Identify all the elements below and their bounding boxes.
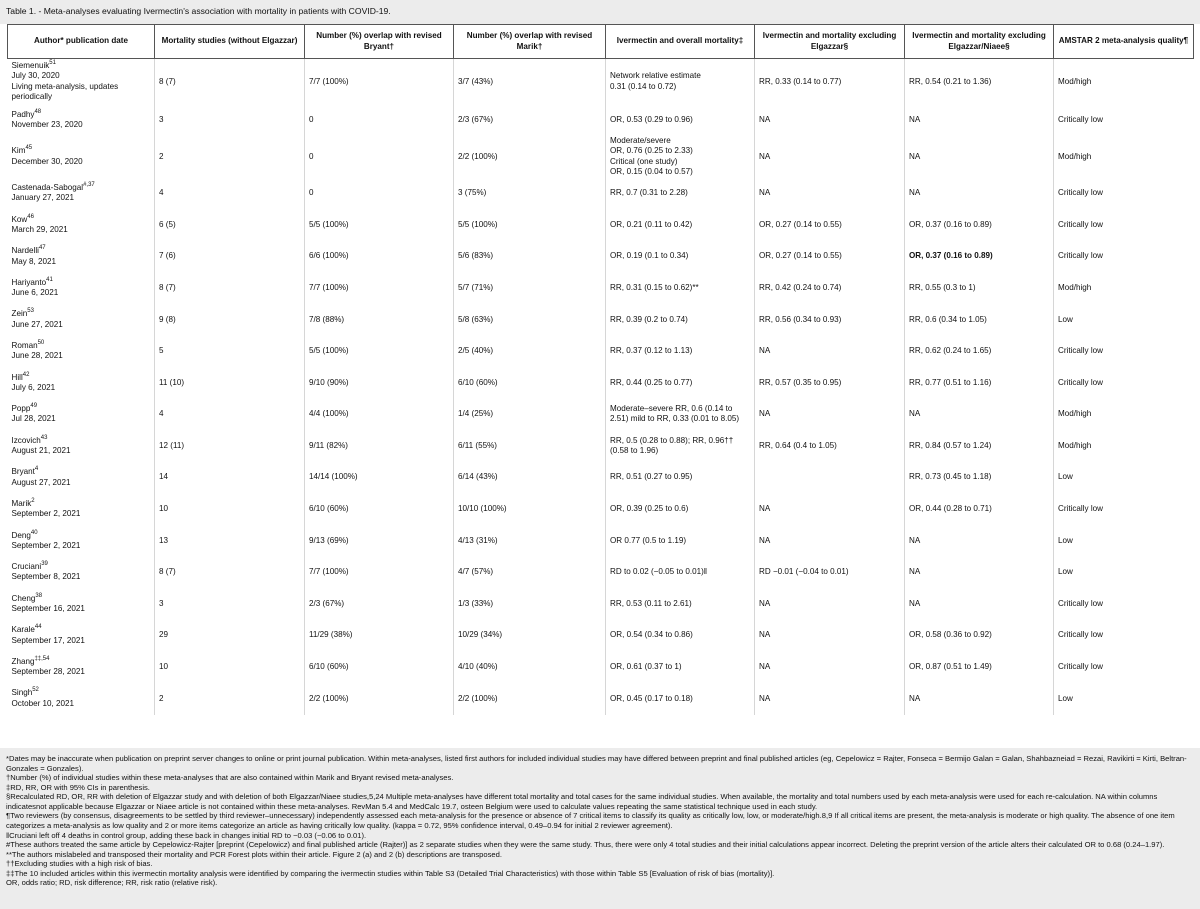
- author-name: Cruciani: [11, 562, 42, 572]
- author-name: Zein: [11, 309, 28, 319]
- bryant-overlap-cell: 9/11 (82%): [305, 430, 454, 462]
- author-cell: [8, 336, 155, 368]
- marik-overlap-cell: 2/2 (100%): [454, 136, 606, 177]
- bryant-overlap-cell: 14/14 (100%): [305, 462, 454, 494]
- mortality-studies-cell: 10: [155, 651, 305, 683]
- bryant-overlap-cell: 7/8 (88%): [305, 304, 454, 336]
- excl-elgazzar-niaee-cell: OR, 0.58 (0.36 to 0.92): [905, 620, 1054, 652]
- excl-elgazzar-niaee-cell: NA: [905, 588, 1054, 620]
- amstar-quality-cell: Critically low: [1054, 105, 1194, 137]
- author-cell: [8, 683, 155, 715]
- reference-superscript: 43: [40, 434, 48, 441]
- marik-overlap-cell: 1/4 (25%): [454, 399, 606, 431]
- author-name: Izcovich: [11, 435, 41, 445]
- bryant-overlap-cell: 9/13 (69%): [305, 525, 454, 557]
- table-container: [0, 24, 1200, 748]
- excl-elgazzar-cell: RR, 0.64 (0.4 to 1.05): [755, 430, 905, 462]
- excl-elgazzar-niaee-cell: OR, 0.44 (0.28 to 0.71): [905, 493, 1054, 525]
- overall-mortality-cell: OR, 0.39 (0.25 to 0.6): [606, 493, 755, 525]
- marik-overlap-cell: 5/6 (83%): [454, 241, 606, 273]
- publication-date: January 27, 2021: [11, 193, 75, 203]
- publication-date: August 21, 2021: [11, 446, 71, 456]
- author-name: Hariyanto: [11, 277, 47, 287]
- publication-date: July 6, 2021: [11, 382, 56, 392]
- author-name: Padhy: [11, 109, 35, 119]
- table-row: [8, 462, 1194, 494]
- bryant-overlap-cell: 6/10 (60%): [305, 651, 454, 683]
- excl-elgazzar-niaee-cell: RR, 0.84 (0.57 to 1.24): [905, 430, 1054, 462]
- author-cell: [8, 399, 155, 431]
- reference-superscript: 47: [38, 245, 46, 252]
- bryant-overlap-cell: 6/6 (100%): [305, 241, 454, 273]
- overall-mortality-cell: RR, 0.44 (0.25 to 0.77): [606, 367, 755, 399]
- table-row: [8, 178, 1194, 210]
- mortality-studies-cell: 7 (6): [155, 241, 305, 273]
- overall-mortality-cell: Moderate–severe RR, 0.6 (0.14 to 2.51) mild to RR, 0.33 (0.01 to 8.05): [606, 399, 755, 431]
- excl-elgazzar-cell: NA: [755, 588, 905, 620]
- amstar-quality-cell: Critically low: [1054, 588, 1194, 620]
- author-name: Zhang: [11, 656, 35, 666]
- marik-overlap-cell: 5/8 (63%): [454, 304, 606, 336]
- author-name: Siemenuik: [11, 61, 50, 71]
- overall-mortality-cell: RD to 0.02 (−0.05 to 0.01)‖: [606, 557, 755, 589]
- overall-mortality-cell: OR, 0.45 (0.17 to 0.18): [606, 683, 755, 715]
- author-name: Deng: [11, 530, 31, 540]
- marik-overlap-cell: 4/13 (31%): [454, 525, 606, 557]
- footnote: **The authors mislabeled and transposed their mortality and PCR Forest plots within their article. Figure 2 (a) and 2 (b) descriptions are transposed.: [6, 849, 502, 859]
- mortality-studies-cell: 13: [155, 525, 305, 557]
- reference-superscript: 46: [27, 213, 34, 220]
- header-excluding-elgazzar-niaee: Ivermectin and mortality excluding Elgazzar/Niaee§: [905, 25, 1054, 59]
- author-name: Karale: [11, 625, 35, 635]
- bryant-overlap-cell: 5/5 (100%): [305, 209, 454, 241]
- marik-overlap-cell: 3 (75%): [454, 178, 606, 210]
- reference-superscript: 38: [35, 592, 43, 599]
- header-mortality-studies: Mortality studies (without Elgazzar): [155, 25, 305, 59]
- overall-mortality-cell: RR, 0.53 (0.11 to 2.61): [606, 588, 755, 620]
- author-cell: [8, 105, 155, 137]
- amstar-quality-cell: Critically low: [1054, 493, 1194, 525]
- footnote: ‡RD, RR, OR with 95% CIs in parenthesis.: [6, 782, 150, 792]
- amstar-quality-cell: Critically low: [1054, 620, 1194, 652]
- excl-elgazzar-niaee-cell: NA: [905, 399, 1054, 431]
- excl-elgazzar-cell: NA: [755, 683, 905, 715]
- bryant-overlap-cell: 0: [305, 105, 454, 137]
- reference-superscript: 51: [49, 60, 56, 67]
- mortality-studies-cell: 4: [155, 399, 305, 431]
- amstar-quality-cell: Critically low: [1054, 367, 1194, 399]
- overall-mortality-cell: RR, 0.37 (0.12 to 1.13): [606, 336, 755, 368]
- excl-elgazzar-niaee-cell: NA: [905, 178, 1054, 210]
- excl-elgazzar-cell: NA: [755, 651, 905, 683]
- table-row: [8, 588, 1194, 620]
- overall-mortality-cell: Network relative estimate 0.31 (0.14 to 0.72): [606, 59, 755, 105]
- marik-overlap-cell: 2/3 (67%): [454, 105, 606, 137]
- amstar-quality-cell: Critically low: [1054, 336, 1194, 368]
- reference-superscript: #,37: [83, 181, 95, 188]
- excl-elgazzar-cell: RD −0.01 (−0.04 to 0.01): [755, 557, 905, 589]
- bryant-overlap-cell: 4/4 (100%): [305, 399, 454, 431]
- author-name: Nardelli: [11, 246, 39, 256]
- mortality-studies-cell: 2: [155, 683, 305, 715]
- amstar-quality-cell: Critically low: [1054, 209, 1194, 241]
- excl-elgazzar-cell: RR, 0.33 (0.14 to 0.77): [755, 59, 905, 105]
- bryant-overlap-cell: 11/29 (38%): [305, 620, 454, 652]
- author-name: Marik: [11, 498, 32, 508]
- author-cell: [8, 493, 155, 525]
- amstar-quality-cell: Mod/high: [1054, 399, 1194, 431]
- marik-overlap-cell: 2/2 (100%): [454, 683, 606, 715]
- table-row: [8, 620, 1194, 652]
- reference-superscript: 50: [37, 339, 45, 346]
- marik-overlap-cell: 5/5 (100%): [454, 209, 606, 241]
- bryant-overlap-cell: 5/5 (100%): [305, 336, 454, 368]
- author-name: Singh: [11, 688, 33, 698]
- table-row: [8, 367, 1194, 399]
- table-row: [8, 430, 1194, 462]
- amstar-quality-cell: Low: [1054, 525, 1194, 557]
- author-cell: [8, 136, 155, 177]
- marik-overlap-cell: 5/7 (71%): [454, 272, 606, 304]
- mortality-studies-cell: 8 (7): [155, 272, 305, 304]
- footnote: ‡‡The 10 included articles within this ivermectin mortality analysis were identified by comparing the ivermectin studies within Table S3 (Detailed Trial Characteristics) with those within Table S5 [Evaluation of risk of bias (mortality)].: [6, 868, 775, 878]
- author-name: Kow: [11, 214, 28, 224]
- footnote: *Dates may be inaccurate when publication on preprint server changes to online or print journal publication. Within meta-analyses, listed first authors for included individual studies may have differed between preprint and final published articles (eg, Cepelowicz = Rajter, Fonseca = Bermijo Galan = Galan, Shahbazneiad = Rezai, Ravikirti = Kirti, Beltran-Gonzales = Gonzales).: [6, 754, 1187, 773]
- excl-elgazzar-niaee-cell: RR, 0.77 (0.51 to 1.16): [905, 367, 1054, 399]
- publication-date: June 6, 2021: [11, 288, 59, 298]
- excl-elgazzar-niaee-cell: NA: [905, 136, 1054, 177]
- mortality-studies-cell: 3: [155, 588, 305, 620]
- amstar-quality-cell: Mod/high: [1054, 272, 1194, 304]
- mortality-studies-cell: 3: [155, 105, 305, 137]
- overall-mortality-cell: Moderate/severe OR, 0.76 (0.25 to 2.33) Critical (one study) OR, 0.15 (0.04 to 0.57): [606, 136, 755, 177]
- author-cell: [8, 557, 155, 589]
- publication-date: December 30, 2020: [11, 156, 83, 166]
- excl-elgazzar-niaee-cell: NA: [905, 557, 1054, 589]
- amstar-quality-cell: Mod/high: [1054, 136, 1194, 177]
- author-name: Popp: [11, 404, 31, 414]
- meta-analysis-table: [7, 24, 1194, 715]
- amstar-quality-cell: Low: [1054, 462, 1194, 494]
- publication-date: March 29, 2021: [11, 224, 68, 234]
- footnote: †Number (%) of individual studies within these meta-analyses that are also contained within Marik and Bryant revised meta-analyses.: [6, 773, 454, 783]
- mortality-studies-cell: 9 (8): [155, 304, 305, 336]
- author-cell: [8, 525, 155, 557]
- author-cell: [8, 430, 155, 462]
- excl-elgazzar-cell: NA: [755, 178, 905, 210]
- mortality-studies-cell: 6 (5): [155, 209, 305, 241]
- reference-superscript: 2: [31, 497, 35, 504]
- reference-superscript: 48: [34, 108, 42, 115]
- excl-elgazzar-cell: [755, 462, 905, 494]
- bryant-overlap-cell: 7/7 (100%): [305, 557, 454, 589]
- footnote: ‖Cruciani left off 4 deaths in control group, adding these back in changes initial RD to −0.03 (−0.06 to 0.01).: [6, 830, 367, 840]
- excl-elgazzar-cell: NA: [755, 136, 905, 177]
- excl-elgazzar-cell: RR, 0.56 (0.34 to 0.93): [755, 304, 905, 336]
- excl-elgazzar-cell: RR, 0.57 (0.35 to 0.95): [755, 367, 905, 399]
- author-cell: [8, 462, 155, 494]
- header-row: [8, 25, 1194, 59]
- publication-date: July 30, 2020: [11, 71, 60, 81]
- author-name: Cheng: [11, 593, 36, 603]
- marik-overlap-cell: 4/7 (57%): [454, 557, 606, 589]
- publication-date: September 16, 2021: [11, 604, 85, 614]
- footnote: #These authors treated the same article by Cepelowicz-Rajter [preprint (Cepelowicz) and final published article (Rajter)] as 2 separate studies when they were the same study. Thus, there were only 4 total studies and their initial calculations appear incorrect. Deleting the preprint version of the article alters their calculated OR to 0.68 (0.24–1.97).: [6, 840, 1165, 850]
- excl-elgazzar-cell: NA: [755, 105, 905, 137]
- publication-date: May 8, 2021: [11, 256, 57, 266]
- excl-elgazzar-niaee-cell: OR, 0.37 (0.16 to 0.89): [905, 209, 1054, 241]
- publication-date: September 8, 2021: [11, 572, 81, 582]
- footnote: OR, odds ratio; RD, risk difference; RR, risk ratio (relative risk).: [6, 878, 218, 888]
- overall-mortality-cell: RR, 0.31 (0.15 to 0.62)**: [606, 272, 755, 304]
- table-row: [8, 525, 1194, 557]
- mortality-studies-cell: 14: [155, 462, 305, 494]
- reference-superscript: 52: [32, 687, 39, 694]
- author-cell: [8, 651, 155, 683]
- author-cell: [8, 241, 155, 273]
- table-row: [8, 272, 1194, 304]
- overall-mortality-cell: OR, 0.54 (0.34 to 0.86): [606, 620, 755, 652]
- reference-superscript: 45: [25, 145, 33, 152]
- excl-elgazzar-niaee-cell: OR, 0.37 (0.16 to 0.89): [905, 241, 1054, 273]
- header-overlap-bryant: Number (%) overlap with revised Bryant†: [305, 25, 454, 59]
- marik-overlap-cell: 10/10 (100%): [454, 493, 606, 525]
- excl-elgazzar-cell: NA: [755, 399, 905, 431]
- amstar-quality-cell: Low: [1054, 557, 1194, 589]
- header-author: Author* publication date: [8, 25, 155, 59]
- excl-elgazzar-niaee-cell: OR, 0.87 (0.51 to 1.49): [905, 651, 1054, 683]
- author-cell: [8, 367, 155, 399]
- table-row: [8, 136, 1194, 177]
- header-overall-mortality: Ivermectin and overall mortality‡: [606, 25, 755, 59]
- reference-superscript: 53: [27, 308, 34, 315]
- publication-date: October 10, 2021: [11, 698, 75, 708]
- bryant-overlap-cell: 2/3 (67%): [305, 588, 454, 620]
- bryant-overlap-cell: 7/7 (100%): [305, 59, 454, 105]
- mortality-studies-cell: 11 (10): [155, 367, 305, 399]
- publication-date: September 28, 2021: [11, 667, 85, 677]
- reference-superscript: 4: [34, 466, 39, 473]
- table-caption: Table 1. - Meta-analyses evaluating Ivermectin's association with mortality in patients with COVID-19.: [0, 0, 1200, 24]
- author-cell: [8, 209, 155, 241]
- table-row: [8, 493, 1194, 525]
- overall-mortality-cell: RR, 0.51 (0.27 to 0.95): [606, 462, 755, 494]
- bryant-overlap-cell: 9/10 (90%): [305, 367, 454, 399]
- table-row: [8, 651, 1194, 683]
- table-row: [8, 241, 1194, 273]
- excl-elgazzar-niaee-cell: RR, 0.54 (0.21 to 1.36): [905, 59, 1054, 105]
- marik-overlap-cell: 4/10 (40%): [454, 651, 606, 683]
- author-name: Hill: [11, 372, 23, 382]
- overall-mortality-cell: OR, 0.61 (0.37 to 1): [606, 651, 755, 683]
- footnote: §Recalculated RD, OR, RR with deletion of Elgazzar study and with deletion of both Elgazzar/Niaee studies,5,24 Multiple meta-analyses have different total mortality and total cases for the same individual studies. When available, the mortality and total numbers used by each meta-analysis were used for each re-calculation. NA within columns indicatesnot applicable because Elgazzar or Niaee article is not contained within these meta-analyses. RevMan 5.4 and MedCalc 19.7, osteen Belgium were used to calculate values repeating the same statistical technique used in each study.: [6, 792, 1158, 811]
- excl-elgazzar-cell: OR, 0.27 (0.14 to 0.55): [755, 241, 905, 273]
- publication-date: August 27, 2021: [11, 477, 71, 487]
- amstar-quality-cell: Mod/high: [1054, 430, 1194, 462]
- marik-overlap-cell: 6/14 (43%): [454, 462, 606, 494]
- excl-elgazzar-cell: NA: [755, 525, 905, 557]
- publication-date: Jul 28, 2021: [11, 414, 56, 424]
- header-overlap-marik: Number (%) overlap with revised Marik†: [454, 25, 606, 59]
- reference-superscript: 42: [22, 371, 30, 378]
- overall-mortality-cell: OR, 0.53 (0.29 to 0.96): [606, 105, 755, 137]
- author-cell: [8, 620, 155, 652]
- publication-date: November 23, 2020: [11, 120, 83, 130]
- amstar-quality-cell: Critically low: [1054, 178, 1194, 210]
- marik-overlap-cell: 1/3 (33%): [454, 588, 606, 620]
- excl-elgazzar-niaee-cell: RR, 0.55 (0.3 to 1): [905, 272, 1054, 304]
- excl-elgazzar-cell: NA: [755, 336, 905, 368]
- publication-date: September 2, 2021: [11, 540, 81, 550]
- reference-superscript: 49: [30, 403, 38, 410]
- overall-mortality-cell: OR, 0.19 (0.1 to 0.34): [606, 241, 755, 273]
- table-row: [8, 59, 1194, 105]
- author-note: Living meta-analysis, updates periodically: [11, 81, 119, 102]
- bryant-overlap-cell: 2/2 (100%): [305, 683, 454, 715]
- excl-elgazzar-niaee-cell: RR, 0.62 (0.24 to 1.65): [905, 336, 1054, 368]
- marik-overlap-cell: 10/29 (34%): [454, 620, 606, 652]
- reference-superscript: 40: [30, 529, 38, 536]
- mortality-studies-cell: 5: [155, 336, 305, 368]
- table-row: [8, 209, 1194, 241]
- table-row: [8, 336, 1194, 368]
- excl-elgazzar-cell: OR, 0.27 (0.14 to 0.55): [755, 209, 905, 241]
- excl-elgazzar-niaee-cell: NA: [905, 525, 1054, 557]
- mortality-studies-cell: 29: [155, 620, 305, 652]
- header-excluding-elgazzar: Ivermectin and mortality excluding Elgazzar§: [755, 25, 905, 59]
- excl-elgazzar-niaee-cell: RR, 0.6 (0.34 to 1.05): [905, 304, 1054, 336]
- mortality-studies-cell: 8 (7): [155, 59, 305, 105]
- author-name: Kim: [11, 146, 26, 156]
- footnote: ††Excluding studies with a high risk of bias.: [6, 859, 153, 869]
- amstar-quality-cell: Low: [1054, 683, 1194, 715]
- excl-elgazzar-cell: NA: [755, 493, 905, 525]
- mortality-studies-cell: 2: [155, 136, 305, 177]
- publication-date: September 17, 2021: [11, 635, 85, 645]
- mortality-studies-cell: 4: [155, 178, 305, 210]
- table-row: [8, 304, 1194, 336]
- author-name: Roman: [11, 340, 38, 350]
- overall-mortality-cell: RR, 0.5 (0.28 to 0.88); RR, 0.96†† (0.58 to 1.96): [606, 430, 755, 462]
- author-cell: [8, 304, 155, 336]
- amstar-quality-cell: Critically low: [1054, 241, 1194, 273]
- marik-overlap-cell: 3/7 (43%): [454, 59, 606, 105]
- author-name: Castenada-Sabogal: [11, 182, 84, 192]
- bryant-overlap-cell: 0: [305, 178, 454, 210]
- marik-overlap-cell: 2/5 (40%): [454, 336, 606, 368]
- table-row: [8, 399, 1194, 431]
- excl-elgazzar-cell: RR, 0.42 (0.24 to 0.74): [755, 272, 905, 304]
- amstar-quality-cell: Low: [1054, 304, 1194, 336]
- publication-date: June 27, 2021: [11, 319, 63, 329]
- publication-date: June 28, 2021: [11, 351, 63, 361]
- amstar-quality-cell: Mod/high: [1054, 59, 1194, 105]
- reference-superscript: ‡‡,54: [34, 655, 50, 662]
- marik-overlap-cell: 6/11 (55%): [454, 430, 606, 462]
- excl-elgazzar-cell: NA: [755, 620, 905, 652]
- bryant-overlap-cell: 7/7 (100%): [305, 272, 454, 304]
- author-cell: [8, 59, 155, 105]
- marik-overlap-cell: 6/10 (60%): [454, 367, 606, 399]
- table-row: [8, 105, 1194, 137]
- overall-mortality-cell: RR, 0.7 (0.31 to 2.28): [606, 178, 755, 210]
- overall-mortality-cell: RR, 0.39 (0.2 to 0.74): [606, 304, 755, 336]
- header-amstar-quality: AMSTAR 2 meta-analysis quality¶: [1054, 25, 1194, 59]
- author-cell: [8, 178, 155, 210]
- reference-superscript: 41: [46, 276, 53, 283]
- overall-mortality-cell: OR, 0.21 (0.11 to 0.42): [606, 209, 755, 241]
- mortality-studies-cell: 8 (7): [155, 557, 305, 589]
- footnote: ¶Two reviewers (by consensus, disagreements to be settled by third reviewer–unnecessary) independently assessed each meta-analysis for the presence or absence of 7 critical items to classify its quality as critically low, low, or moderate/high.8,9 If all critical items are present, the meta-analysis is moderate or high quality. The absence of one item categorizes a meta-analysis as low quality and 2 or more items categorize an article as having critically low quality. (kappa = 0.72, 95% confidence interval, 0.49–0.94 for initial 2 reviewer agreement).: [6, 811, 1175, 830]
- mortality-studies-cell: 10: [155, 493, 305, 525]
- table-row: [8, 557, 1194, 589]
- bryant-overlap-cell: 6/10 (60%): [305, 493, 454, 525]
- author-name: Bryant: [11, 467, 35, 477]
- author-cell: [8, 588, 155, 620]
- bryant-overlap-cell: 0: [305, 136, 454, 177]
- author-cell: [8, 272, 155, 304]
- table-row: [8, 683, 1194, 715]
- excl-elgazzar-niaee-cell: RR, 0.73 (0.45 to 1.18): [905, 462, 1054, 494]
- amstar-quality-cell: Critically low: [1054, 651, 1194, 683]
- reference-superscript: 44: [34, 624, 42, 631]
- table-footnotes: [0, 748, 1200, 909]
- overall-mortality-cell: OR 0.77 (0.5 to 1.19): [606, 525, 755, 557]
- mortality-studies-cell: 12 (11): [155, 430, 305, 462]
- excl-elgazzar-niaee-cell: NA: [905, 683, 1054, 715]
- publication-date: September 2, 2021: [11, 509, 81, 519]
- reference-superscript: 39: [41, 561, 48, 568]
- excl-elgazzar-niaee-cell: NA: [905, 105, 1054, 137]
